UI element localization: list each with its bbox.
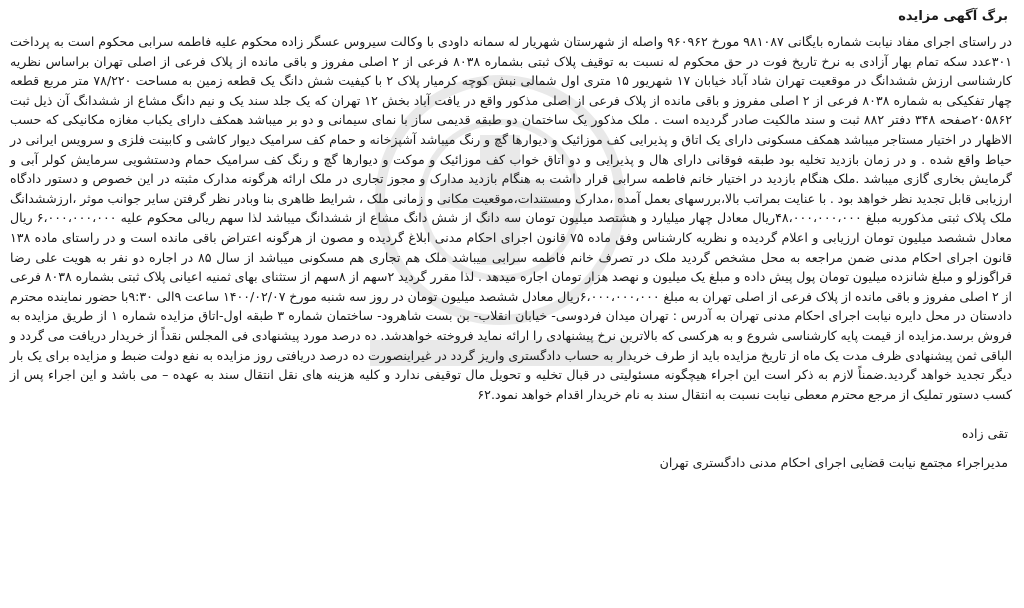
signer-name: تقی زاده (961, 426, 1008, 442)
signer-title: مدیراجراء مجتمع نیابت قضایی اجرای احکام مدنی دادگستری تهران (659, 455, 1008, 471)
notice-body: در راستای اجرای مفاد نیابت شماره بایگانی ۹۸۱۰۸۷ مورخ ۹۶۰۹۶۲ واصله از شهرستان شهریار له سمانه داودی با وکالت سیروس عسگر زاده محکوم علیه فاطمه سرابی محکوم است به پرداخت ۳۰۱عدد سکه تمام بهار آزادی به نرخ تاریخ فوت در حق محکوم له نسبت به توقیف پلاک ثبتی بشماره ۸۰۳۸ فرعی از ۲ اصلی مفروز و باقی مانده از پلاک فرعی از اصلی تهران براساس نظریه کارشناسی ارزش ششدانگ در موقعیت تهران شاد آباد خیابان ۱۷ شهریور ۱۵ متری اول شمالی نبش کوچه کرمیار پلاک ۲ با کیفیت شش دانگ یک قطعه زمین به مساحت ۷۸/۲۲۰ متر مربع قطعه چهار تفکیکی به شماره ۸۰۳۸ فرعی از ۲ اصلی مفروز و باقی مانده از پلاک فرعی از اصلی مذکور واقع در یافت آباد بخش ۱۲ تهران که یک جلد سند یک و نیم دانگ مشاع از ششدانگ آن ذیل ثبت ۲۰۵۸۶۲صفحه ۳۴۸ دفتر ۸۸۲ ثبت و سند مالکیت صادر گردیده است . ملک مذکور یک ساختمان دو طبقه قدیمی ساز با نمای سیمانی و دو بر میباشد همکف دارای یکباب مغازه مکانیکی که حسب الاظهار در اختیار مستاجر میباشد همکف مسکونی دارای یک اتاق و پذیرایی کف موزائیک و دیوارها گچ و رنگ میباشد آشپزخانه و حمام کف سرامیک دیوار کاشی و کابینت فلزی و سرویس ایرانی در حیاط واقع شده . و در زمان بازدید تخلیه بود طبقه فوقانی دارای هال و پذیرایی و دو اتاق خواب کف موزائیک و موکت و دیوارها گچ و رنگ کف سرامیک حمام ودستشویی سرمایش کولر آبی و گرمایش بخاری گازی میباشد .ملک هنگام بازدید در اختیار خانم فاطمه سرابی قرار داشت به هنگام بازدید مدارک و مجوز تجاری در ملک ارائه هرگونه مدارک مثبته در این خصوص و دستور دادگاه ارزیابی قابل تجدید نظر خواهد بود . با عنایت بمراتب بالا،بررسهای بعمل آمده ،مدارک ومستندات،موقعیت مکانی و زمانی ملک ، شرایط ظاهری بنا وبادر نظر گرفتن سایر جوانب موثر ،ارزششدانگ ملک پلاک ثبتی مذکوربه مبلغ ۴۸،۰۰۰،۰۰۰،۰۰۰ریال معادل چهار میلیارد و هشتصد میلیون تومان سه دانگ از شش دانگ مشاع از ششدانگ میباشد لذا سهم ریالی محکوم علیه ۶،۰۰۰،۰۰۰،۰۰۰ ریال معادل ششصد میلیون تومان ارزیابی و اعلام گردیده و نظریه کارشناس وفق ماده ۷۵ قانون اجرای احکام مدنی ابلاغ گردیده و مصون از هرگونه اعتراض باقی مانده است و در راستای ماده ۱۳۸ قانون اجرای احکام مدنی ضمن مراجعه به محل مشخص گردید ملک در تصرف خانم فاطمه سرابی میباشد ملک هم تجاری هم مسکونی میباشد از سال ۸۵ در اجاره دو نفر به هویت علی رضا قراگوزلو و مبلغ شانزده میلیون تومان پول پیش داده و مبلغ یک میلیون و نهصد هزار تومان اجاره میدهد . لذا مقرر گردید ۲سهم از ۸سهم از ستثنای بهای ثمنیه اعیانی پلاک ثبتی بشماره ۸۰۳۸ فرعی از ۲ اصلی مفروز و باقی مانده از پلاک فرعی از اصلی تهران به مبلغ ۶،۰۰۰،۰۰۰،۰۰۰ریال معادل ششصد میلیون تومان در روز سه شنبه مورخ ۱۴۰۰/۰۲/۰۷ ساعت ۹الی ۹:۳۰با حضور نماینده محترم دادستان در محل دایره نیابت اجرای احکام مدنی تهران به آدرس : تهران میدان فردوسی- خیابان انقلاب- بن بست شاهرود- ساختمان شماره ۳ طبقه اول-اتاق مزایده شماره ۱ از طریق مزایده به فروش برسد.مزایده از قیمت پایه کارشناسی شروع و به هرکسی که بالاترین نرخ پیشنهادی را ارائه نماید فروخته خواهدشد. ده درصد مورد پیشنهادی فی المجلس نقداً از خریدار دریافت می گردد و الباقی ثمن پیشنهادی ظرف مدت یک ماه از تاریخ مزایده باید از طرف خریدار به حساب دادگستری واریز گردد در غیراینصورت ده درصد دریافتی روز مزایده به نفع دولت ضبط و مزایده برای یک بار دیگر تجدید خواهد گردید.ضمناً لازم به ذکر است این اجراء هیچگونه مسئولیتی در قبال تخلیه و تحویل مال توقیفی ندارد و کلیه هزینه های نقل انتقال سند به عهده – می باشد و این اجراء پس از کسب دستور تملیک از مرجع محترم معطی نیابت نسبت به انتقال سند به نام خریدار اقدام خواهد نمود.۶۲ (10, 34, 1013, 402)
notice-title: برگ آگهی مزایده (898, 9, 1008, 24)
